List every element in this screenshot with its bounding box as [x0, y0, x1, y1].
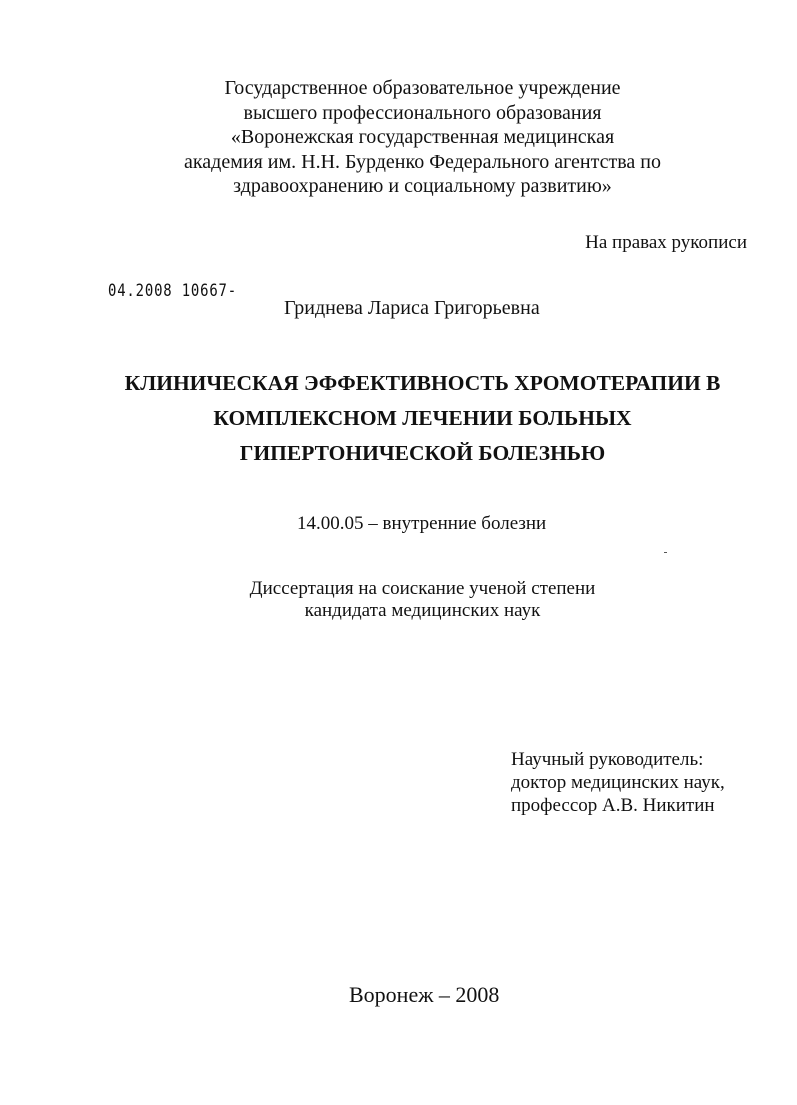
institution-line: «Воронежская государственная медицинская [230, 126, 615, 148]
manuscript-rights-note: На правах рукописи [585, 232, 747, 253]
institution-line: здравоохранению и социальному развитию» [233, 175, 612, 197]
title-line: КОМПЛЕКСНОМ ЛЕЧЕНИИ БОЛЬНЫХ [213, 406, 632, 430]
specialty-code: 14.00.05 – внутренние болезни [297, 513, 547, 534]
institution-line: Государственное образовательное учреждение [224, 77, 621, 99]
scan-speck [664, 552, 667, 553]
supervisor-line: доктор медицинских наук, [511, 772, 725, 793]
supervisor-line: Научный руководитель: [511, 749, 704, 770]
institution-line: академия им. Н.Н. Бурденко Федерального агентства по [184, 150, 661, 173]
degree-line: Диссертация на соискание ученой степени [249, 578, 596, 599]
city-year: Воронеж – 2008 [349, 982, 500, 1007]
supervisor-line: профессор А.В. Никитин [511, 795, 715, 816]
dissertation-title [60, 366, 785, 471]
author-name: Гриднева Лариса Григорьевна [284, 297, 540, 319]
registration-stamp-number: 04.2008 10667- [108, 281, 237, 301]
title-line: ГИПЕРТОНИЧЕСКОЙ БОЛЕЗНЬЮ [239, 441, 606, 465]
institution-header [100, 76, 745, 199]
supervisor-block [511, 748, 725, 817]
title-line: КЛИНИЧЕСКАЯ ЭФФЕКТИВНОСТЬ ХРОМОТЕРАПИИ В [124, 371, 721, 395]
degree-line: кандидата медицинских наук [304, 600, 541, 621]
degree-statement [200, 578, 645, 622]
institution-line: высшего профессионального образования [243, 101, 602, 124]
